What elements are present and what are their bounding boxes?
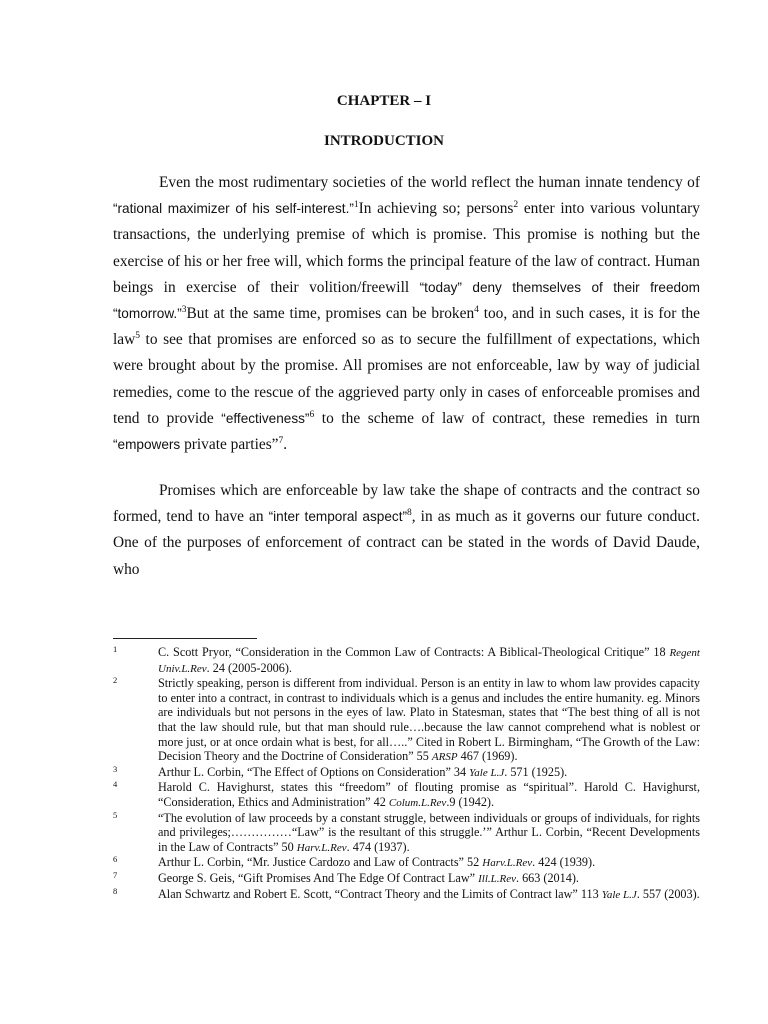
- para1-text: .: [283, 436, 288, 454]
- footnote-number: 6: [113, 854, 118, 865]
- footnote-ref-6[interactable]: 6: [309, 409, 315, 420]
- footnote-text: 467 (1969).: [457, 749, 518, 764]
- footnote-number: 5: [113, 809, 118, 820]
- footnote-citation: Harv.L.Rev: [296, 841, 347, 854]
- footnote-text: “The evolution of law proceeds by a constant struggle, between individuals or groups of individuals, for rights and privileges;……………“Law” is the resultant of this struggle.’” Arthur L. Corbin, “Recent Developments in the Law of Contracts” 50: [158, 810, 700, 854]
- para1-text: In achieving so; persons: [358, 200, 514, 218]
- body-paragraph-1: [113, 170, 700, 458]
- para1-text: enter into various voluntary transactions, the underlying premise of which is promise. This promise is nothing but the exercise of his or her free will, which forms the principal feature of the law of contract. Human beings in exercise of their volition/freewill: [113, 200, 700, 296]
- body-paragraph-2: [113, 478, 700, 583]
- footnote-text: C. Scott Pryor, “Consideration in the Common Law of Contracts: A Biblical-Theological Critique” 18: [158, 645, 670, 659]
- section-heading: INTRODUCTION: [323, 133, 444, 149]
- footnote-text: Alan Schwartz and Robert E. Scott, “Contract Theory and the Limits of Contract law” 113: [158, 886, 602, 901]
- footnote: [113, 780, 700, 810]
- footnote-text: . 24 (2005-2006).: [206, 660, 292, 675]
- footnote-number: 2: [113, 675, 118, 686]
- para1-text: But at the same time, promises can be broken: [186, 305, 475, 323]
- para2-text: , in as much as it governs our future conduct. One of the purposes of enforcement of contract can be stated in the words of David Daude, who: [113, 508, 700, 578]
- footnote-separator: [113, 638, 257, 639]
- footnote-text: Arthur L. Corbin, “Mr. Justice Cardozo and Law of Contracts” 52: [158, 855, 483, 870]
- footnote-text: Harold C. Havighurst, states this “freedom” of flouting promise as “spiritual”. Harold C. Havighurst, “Consideration, Ethics and Administration” 42: [158, 780, 700, 809]
- chapter-heading: CHAPTER – I: [336, 93, 432, 109]
- footnote-citation: Colum.L.Rev: [388, 796, 447, 809]
- footnote-text: Arthur L. Corbin, “The Effect of Options on Consideration” 34: [158, 764, 470, 779]
- footnote-text: . 557 (2003).: [636, 886, 700, 901]
- footnote-ref-2[interactable]: 2: [513, 200, 519, 211]
- footnote: [113, 887, 700, 903]
- footnote: [113, 765, 700, 781]
- footnote: [113, 676, 700, 765]
- footnote-text: George S. Geis, “Gift Promises And The Edge Of Contract Law”: [158, 870, 479, 885]
- footnote-number: 3: [113, 763, 118, 774]
- footnote-ref-1[interactable]: 1: [353, 200, 359, 211]
- quote-effectiveness: “effectiveness”: [221, 410, 310, 426]
- footnote-citation: Regent Univ.L.Rev: [158, 647, 700, 675]
- footnote-number: 8: [113, 885, 118, 896]
- quote-rational-maximizer: “rational maximizer of his self-interest.”: [113, 201, 354, 217]
- footnote-text: . 424 (1939).: [532, 855, 596, 870]
- para1-text: private parties”: [180, 436, 279, 454]
- footnote-text: Strictly speaking, person is different from individual. Person is an entity in law to whom law provides capacity to enter into a contract, in contrast to individuals which is a genus and includes the entire humanity. eg. Minors are individuals but not persons in the eyes of law. Plato in Statesman, states that “The best thing of all is not that the law should rule, but that man should rule….because the law cannot comprehend what is noblest or more just, or at once ordain what is best, for all…..” Cited in Robert L. Birmingham, “The Growth of the Law: Decision Theory and the Doctrine of Consideration” 55: [158, 676, 700, 764]
- quote-today-tomorrow: “today” deny themselves of their freedom “tomorrow.”: [113, 279, 700, 322]
- footnote-citation: Harv.L.Rev: [482, 857, 533, 870]
- footnote-number: 1: [113, 644, 118, 654]
- footnotes: [113, 645, 700, 902]
- footnote: [113, 855, 700, 871]
- footnote-text: . 474 (1937).: [346, 839, 410, 854]
- footnote-number: 7: [113, 869, 118, 880]
- para1-text: to see that promises are enforced so as to secure the fulfillment of expectations, which were brought about by the promise. All promises are not enforceable, law by way of judicial remedies, come to the rescue of the aggrieved party only in cases of enforceable promises and tend to provide: [113, 331, 700, 427]
- footnote-citation: ARSP: [431, 751, 458, 764]
- footnote-citation: Yale L.J: [601, 888, 637, 901]
- footnote-text: . 663 (2014).: [515, 870, 579, 885]
- footnote-ref-3[interactable]: 3: [181, 304, 187, 315]
- footnote-citation: Ill.L.Rev: [478, 872, 516, 885]
- footnote-ref-5[interactable]: 5: [135, 331, 140, 342]
- footnote-ref-8[interactable]: 8: [407, 508, 412, 519]
- footnote: [113, 645, 700, 676]
- footnote: [113, 871, 700, 887]
- footnote-ref-4[interactable]: 4: [474, 304, 479, 315]
- footnote-ref-7[interactable]: 7: [278, 435, 284, 446]
- quote-empowers: “empowers: [113, 437, 181, 453]
- para1-text: too, and in such cases, it is for the law: [113, 305, 700, 349]
- quote-inter-temporal: “inter temporal aspect”: [268, 509, 408, 525]
- footnote-number: 4: [113, 779, 118, 790]
- footnote-citation: Yale L.J: [469, 766, 505, 779]
- footnote: [113, 811, 700, 856]
- footnote-text: .9 (1942).: [446, 794, 495, 809]
- para1-text: to the scheme of law of contract, these remedies in turn: [314, 409, 700, 427]
- para2-text: Promises which are enforceable by law take the shape of contracts and the contract so formed, tend to have an: [113, 482, 700, 526]
- para1-text: Even the most rudimentary societies of the world reflect the human innate tendency of: [159, 174, 700, 191]
- footnote-text: . 571 (1925).: [504, 764, 568, 779]
